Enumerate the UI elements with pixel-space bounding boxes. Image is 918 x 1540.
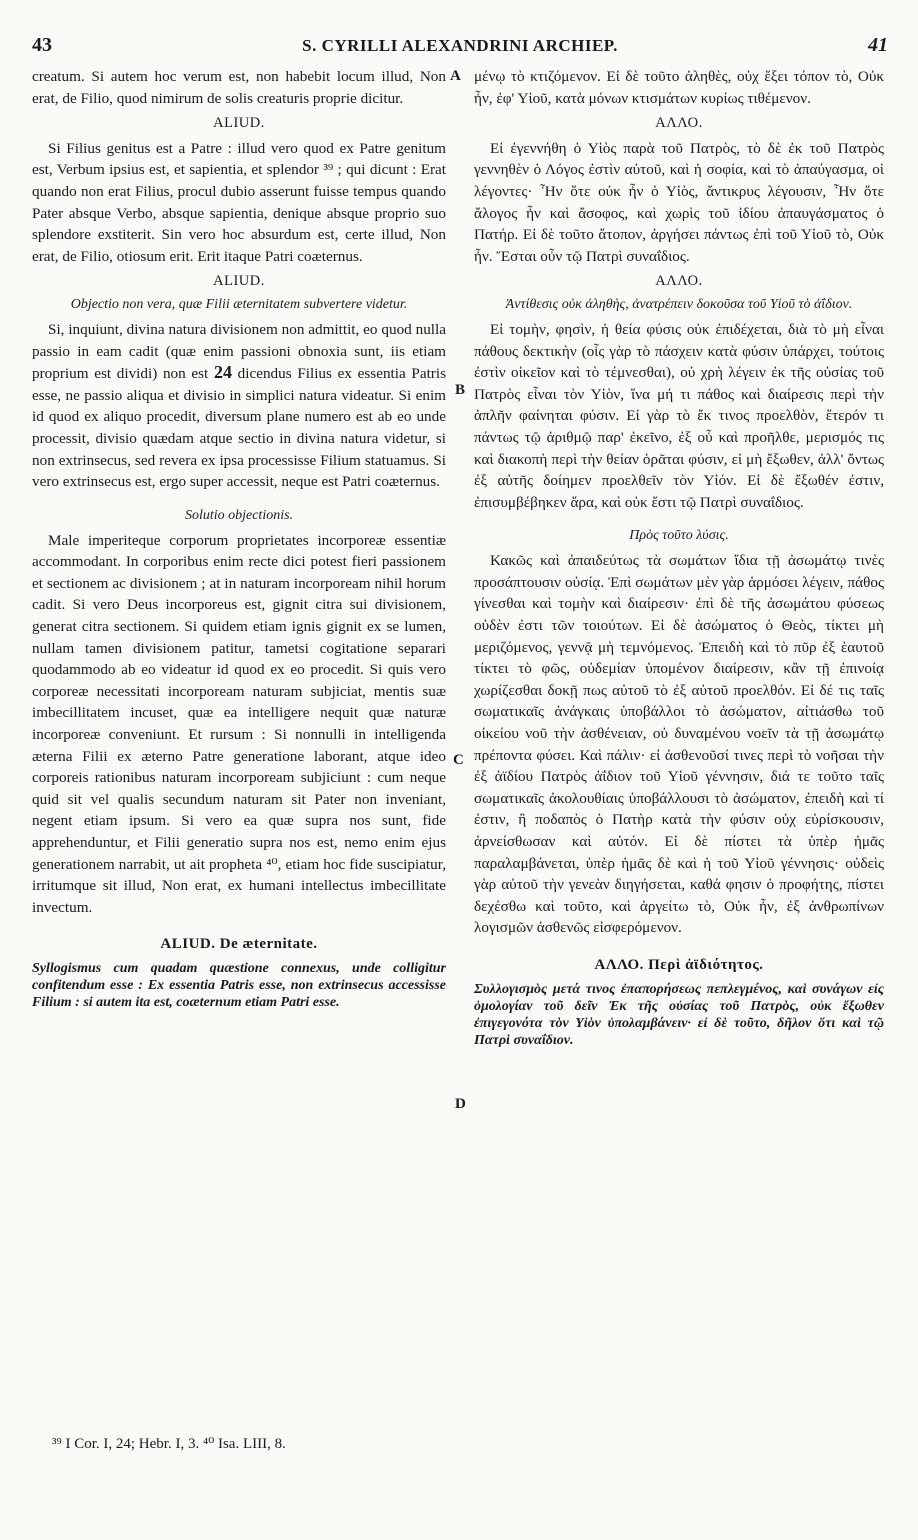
greek-subheading-antithesis: Ἀντίθεσις οὐκ ἀληθὴς, ἀνατρέπειν δοκοῦσα τοῦ Υἱοῦ τὸ ἀΐδιον.: [505, 296, 853, 312]
greek-paragraph-3: Εἰ τομὴν, φησὶν, ἡ θεία φύσις οὐκ ἐπιδέχεται, διὰ τὸ μὴ εἶναι πάθους δεκτικὴν (οἷς γὰρ τὸ πάσχειν κατὰ φύσιν ὑπάρχει, τούτοις ἐστὶν οἰκεῖον καὶ τὸ τέμνεσθαι), οὐ χρὴ λέγειν ἐκ τῆς οὐσίας τοῦ Πατρὸς εἶναι τὸν Υἱὸν, ἵνα μή τι πάθος καὶ διαίρεσις περὶ τὴν ἁπλῆν φαίνηται φύσιν. Εἰ γὰρ τὸ ἔκ τινος προελθὸν, ἕτερόν τι πάντως τῷ ἀριθμῷ παρ' ἐκεῖνο, ἐξ οὗ καὶ προῆλθε, μερισμός τις καὶ διακοπὴ περὶ τὴν θείαν ὁρᾶται φύσιν, εἰ μὴ ἔξωθεν, ἀλλ' ὄντως ἐξ αὐτῆς δοίημεν προελθεῖν τὸν Υἱόν. Εἰ δὲ ἔξωθέν ἐστιν, ἐπισυμβέβηκεν ἄρα, καὶ οὐκ ἔστι τῷ Πατρὶ συναΐδιος.: [474, 320, 884, 511]
margin-letter-c: C: [453, 752, 464, 768]
edition-page-number: 24: [213, 362, 232, 383]
latin-heading-aeternitate: ALIUD. De æternitate.: [160, 936, 318, 953]
page-number-left: 43: [32, 34, 52, 56]
running-title: S. CYRILLI ALEXANDRINI ARCHIEP.: [302, 36, 618, 55]
latin-paragraph-2: Si Filius genitus est a Patre : illud vero quod ex Patre genitum est, Verbum ipsius est, et sapientia, et splendor ³⁹ ; qui dicunt : Erat quando non erat Filius, procul dubio asserunt fuisse tempus quando Pater absque Verbo, absque sapientia, denique absque proprio suo splendore exstiterit. Sin vero hoc absurdum est, certe illud, Non erat, de Filio, otiosum erit. Erit itaque Patri coæternus.: [32, 139, 446, 265]
latin-heading-aliud-2: ALIUD.: [213, 273, 265, 290]
margin-letter-b: B: [455, 382, 466, 398]
footnotes: ³⁹ I Cor. I, 24; Hebr. I, 3. ⁴⁰ Isa. LIII, 8.: [52, 1436, 286, 1452]
greek-subheading-lysis: Πρὸς τοῦτο λύσις.: [629, 528, 729, 544]
page-number-right: 41: [868, 34, 888, 56]
greek-paragraph-4: Κακῶς καὶ ἀπαιδεύτως τὰ σωμάτων ἴδια τῇ ἀσωμάτῳ τινὲς προσάπτουσιν οὐσίᾳ. Ἐπὶ σωμάτων μὲν γὰρ ἁρμόσει λέγειν, πάθος γίνεσθαι καὶ τομὴν καὶ διαίρεσιν· ἐπὶ δὲ τῆς ἀσωμάτου φύσεως οὐδὲν ἐστι τῶν τοιούτων. Εἰ δὲ ἀσώματος ὁ Θεὸς, τίκτει μὴ μεριζόμενος, γεννᾷ μὴ τεμνόμενος. Ἐπειδὴ καὶ τὸ πῦρ ἐξ ἑαυτοῦ τίκτει τὸ φῶς, οὐδεμίαν ὑπομένον διαίρεσιν, κἂν τῇ ἐπινοίᾳ χωρίζεσθαι δοκῇ πως αὐτοῦ τὸ ἐξ αὐτοῦ προελθόν. Εἰ δέ τις ταῖς σωματικαῖς ἀνάγκαις ὑποβάλλοι τὸ ἀσώματον, αἰτιάσθω τοῦ οἰκείου νοῦ τὴν ἀσθένειαν, οὐ δυναμένου νοεῖν τὰ τῇ ἀσωμάτῳ πρέποντα φύσει. Καὶ πάλιν· εἰ ἀσθενοῦσί τινες περὶ τὸ νοῆσαι τὴν ἐξ ἀϊδίου Πατρὸς ἀΐδιον τοῦ Υἱοῦ γέννησιν, διά τε τοῦτο ταῖς σωματικαῖς ἀκολουθίαις ὑποβάλλουσι τὸ ἀσώματον, ἐπειδὴ καὶ τί ἐστιν, ἢ ποδαπὸς ὁ Πατὴρ κατὰ τὴν φύσιν οὐχ εὑρίσκουσιν, ἀρνείσθωσαν καὶ αὐτόν. Εἰ δὲ πίστει τὰ ὑπὲρ ἡμᾶς παραλαμβάνεται, ὑπὲρ ἡμᾶς δὲ καὶ ἡ τοῦ Υἱοῦ γέννησις· οὐδεὶς γὰρ αὐτοῦ τὴν γενεὰν διηγήσεται, καθά φησιν ὁ προφήτης, πίστει δεχέσθω καὶ τοῦτο, καὶ ἀργείτω τὸ, Οὐκ ἦν, ἐξ ἀνθρωπίνων λογισμῶν ἀσθενῶς εἰσφερόμενον.: [474, 552, 884, 937]
greek-heading-allo-1: ΑΛΛΟ.: [655, 115, 703, 132]
latin-subheading-solutio: Solutio objectionis.: [184, 507, 294, 523]
greek-column: [474, 66, 884, 1053]
latin-paragraph-3-a: Si, inquiunt, divina natura divisionem non admittit, eo quod nulla passio in eam cadit (quæ enim passioni obnoxia sunt, iis etiam proprium est dividi) non est: [32, 320, 446, 383]
latin-heading-aliud-1: ALIUD.: [213, 115, 265, 132]
page-header: [32, 34, 888, 64]
greek-heading-aidiotetos: ΑΛΛΟ. Περὶ ἀϊδιότητος.: [594, 956, 764, 973]
latin-syllogism: Syllogismus cum quadam quæstione connexus, unde colligitur confitendum esse : Ex essentia Patris esse, non extrinsecus accessisse Filium : si autem ita est, coæternum etiam Patri esse.: [32, 960, 446, 1010]
margin-letter-a: A: [450, 68, 461, 84]
latin-paragraph-3-b: dicendus Filius ex essentia Patris esse, ne passio aliqua et divisio in simplici natura videatur. Si enim id quod ex aliquo procedit, diversum plane numero est ab eo unde processit, divisio quædam atque sectio in divina natura videtur, si non extrinsecus, sed revera ex ipsa processisse Filium statuamus. Si vero extrinsecus est, ergo super accessit, neque est Patri coæternus.: [32, 365, 446, 491]
greek-paragraph-2: Εἰ ἐγεννήθη ὁ Υἱὸς παρὰ τοῦ Πατρὸς, τὸ δὲ ἐκ τοῦ Πατρὸς γεννηθὲν ὁ Λόγος ἐστὶν αὐτοῦ, καὶ ἡ σοφία, καὶ τὸ ἀπαύγασμα, οἱ λέγοντες· Ἦν ὅτε οὐκ ἦν ὁ Υἱὸς, ἄντικρυς λέγουσιν, Ἦν ὅτε ἄλογος ἦν καὶ ἄσοφος, καὶ χωρὶς τοῦ ἰδίου ἀπαυγάσματος ὁ Πατήρ. Εἰ δὲ τοῦτο ἄτοπον, ἀργήσει πάντως ἐπὶ τοῦ Υἱοῦ τὸ, Οὐκ ἦν. Ἔσται οὖν τῷ Πατρὶ συναΐδιος.: [474, 139, 884, 265]
latin-paragraph-4: Male imperiteque corporum proprietates incorporeæ essentiæ accommodant. In corporibus enim recte dici potest fieri passionem et sectionem ac divisionem ; at in naturam incorpoream nihil horum cadit. Si vero Deus incorporeus est, gignit citra sui divisionem, generat citra sectionem. Si quidem etiam ignis gignit ex se lumen, nullam tamen divisionem patitur, tametsi cogitatione separari quodammodo ab eo videatur id quod ex eo procedit. Si quis vero corporeæ necessitati incorpoream naturam subjiciat, mentis suæ imbecillitatem incuset, quæ ea intelligere nequit quæ naturæ incorporeæ conveniunt. Et rursum : Si nonnulli in intelligenda æterna Filii ex æterno Patre generatione laborant, atque ideo corporeis rationibus naturam incorpoream subjiciunt : cum neque quid sit vel qualis secundum naturam sit Pater non inveniant, negent etiam ipsum. Si vero ea quæ supra nos sunt, fide apprehenduntur, et Filii generatio supra nos est, nemo enim ejus generationem narrabit, ut ait propheta ⁴⁰, etiam hoc fide suscipiatur, irritumque sit illud, Non erat, ex humani intellectus imbecillitate invectum.: [32, 531, 446, 916]
latin-subheading-objectio: Objectio non vera, quæ Filii æternitatem subvertere videtur.: [70, 296, 408, 312]
latin-paragraph-3: [32, 319, 446, 493]
latin-paragraph-1: creatum. Si autem hoc verum est, non habebit locum illud, Non erat, de Filio, quod nimirum de solis creaturis proprie dicitur.: [32, 68, 446, 107]
greek-paragraph-1: μένῳ τὸ κτιζόμενον. Εἰ δὲ τοῦτο ἀληθὲς, οὐχ ἕξει τόπον τὸ, Οὐκ ἦν, ἐφ' Υἱοῦ, κατὰ μόνων κτισμάτων κυρίως τιθέμενον.: [474, 68, 884, 107]
greek-syllogism: Συλλογισμὸς μετά τινος ἐπαπορήσεως πεπλεγμένος, καὶ συνάγων εἰς ὁμολογίαν τοῦ δεῖν Ἐκ τῆς οὐσίας τοῦ Πατρὸς, οὐκ ἔξωθεν ἐπιγεγονότα τὸν Υἱὸν ὑπολαμβάνειν· εἰ δὲ τοῦτο, δῆλον ὅτι καὶ τῷ Πατρὶ συναΐδιον.: [474, 981, 884, 1048]
latin-column: [32, 66, 446, 1015]
margin-letter-d: D: [455, 1096, 466, 1112]
greek-heading-allo-2: ΑΛΛΟ.: [655, 273, 703, 290]
